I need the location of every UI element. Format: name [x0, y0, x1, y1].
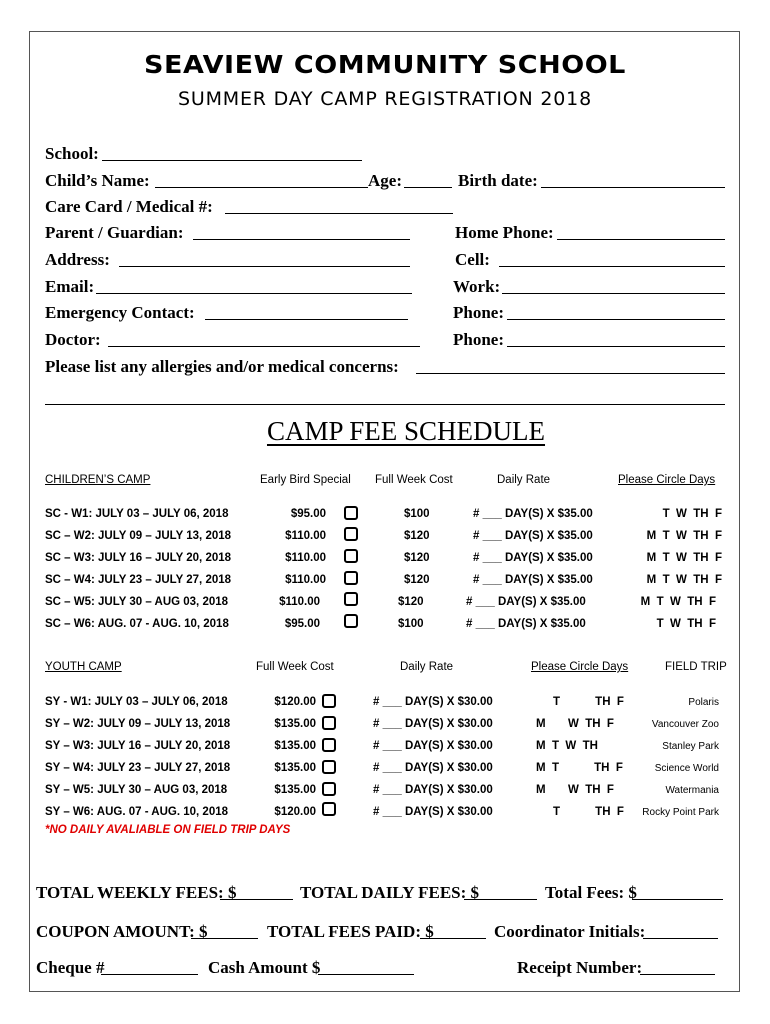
phone-label-1: Phone: [453, 303, 504, 322]
total-weekly-label: TOTAL WEEKLY FEES: $ [36, 883, 237, 902]
field-trip: Rocky Point Park [642, 807, 719, 818]
early-bird-checkbox[interactable] [344, 592, 358, 606]
care-card-label: Care Card / Medical #: [45, 197, 213, 216]
cheque-label: Cheque # [36, 958, 105, 977]
care-card-field[interactable] [225, 213, 453, 214]
full-week-price: $100 [398, 618, 424, 630]
table-row-week: SC - W1: JULY 03 – JULY 06, 2018 [45, 508, 229, 520]
full-week-price: $100 [404, 508, 430, 520]
youth-circle-days-header: Please Circle Days [531, 661, 629, 673]
circle-days[interactable]: M T TH F [536, 762, 623, 774]
allergies-field-line-2[interactable] [45, 404, 725, 405]
address-field[interactable] [119, 266, 410, 267]
full-week-checkbox[interactable] [322, 694, 336, 708]
full-week-header: Full Week Cost [375, 474, 453, 486]
total-fees-label: Total Fees: $ [545, 883, 637, 902]
cash-amount-field[interactable] [318, 974, 414, 975]
table-row-week: SY – W4: JULY 23 – JULY 27, 2018 [45, 762, 231, 774]
phone-label-2: Phone: [453, 330, 504, 349]
table-row-week: SC – W5: JULY 30 – AUG 03, 2018 [45, 596, 229, 608]
doctor-label: Doctor: [45, 330, 101, 349]
birth-date-field[interactable] [541, 187, 725, 188]
daily-rate: # ___ DAY(S) X $35.00 [473, 574, 593, 586]
phone-field-2[interactable] [507, 346, 725, 347]
table-row-week: SY – W3: JULY 16 – JULY 20, 2018 [45, 740, 231, 752]
total-daily-label: TOTAL DAILY FEES: $ [300, 883, 480, 902]
full-week-checkbox[interactable] [322, 716, 336, 730]
cheque-field[interactable] [101, 974, 198, 975]
allergies-field[interactable] [416, 373, 725, 374]
childrens-camp-heading: CHILDREN’S CAMP [45, 474, 151, 486]
youth-full-week-header: Full Week Cost [256, 661, 334, 673]
daily-rate-header: Daily Rate [497, 474, 551, 486]
circle-days[interactable]: M T W TH F [640, 596, 716, 608]
early-bird-price: $110.00 [285, 530, 326, 542]
circle-days[interactable]: M W TH F [536, 784, 614, 796]
daily-rate: # ___ DAY(S) X $35.00 [473, 530, 593, 542]
table-row-week: SC – W6: AUG. 07 - AUG. 10, 2018 [45, 618, 229, 630]
emergency-field[interactable] [205, 319, 408, 320]
doctor-field[interactable] [108, 346, 420, 347]
fees-paid-field[interactable] [420, 938, 486, 939]
field-trip-header: FIELD TRIP [665, 661, 727, 673]
daily-rate: # ___ DAY(S) X $35.00 [473, 552, 593, 564]
phone-field-1[interactable] [507, 319, 725, 320]
early-bird-price: $110.00 [279, 596, 320, 608]
field-trip: Stanley Park [662, 741, 719, 752]
parent-field[interactable] [193, 239, 410, 240]
full-week-price: $120 [404, 552, 430, 564]
circle-days[interactable]: M T W TH F [646, 552, 722, 564]
emergency-label: Emergency Contact: [45, 303, 195, 322]
allergies-label: Please list any allergies and/or medical concerns: [45, 357, 399, 376]
early-bird-checkbox[interactable] [344, 571, 358, 585]
circle-days[interactable]: T TH F [553, 806, 624, 818]
full-week-checkbox[interactable] [322, 760, 336, 774]
receipt-number-field[interactable] [640, 974, 715, 975]
early-bird-price: $95.00 [290, 508, 326, 520]
coordinator-initials-label: Coordinator Initials: [494, 922, 646, 941]
fee-schedule-title: CAMP FEE SCHEDULE [266, 416, 546, 446]
early-bird-checkbox[interactable] [344, 549, 358, 563]
early-bird-checkbox[interactable] [344, 614, 358, 628]
total-daily-field[interactable] [464, 899, 537, 900]
table-row-week: SY – W2: JULY 09 – JULY 13, 2018 [45, 718, 231, 730]
home-phone-field[interactable] [557, 239, 725, 240]
full-week-price: $135.00 [274, 718, 316, 730]
daily-rate: # ___ DAY(S) X $30.00 [373, 696, 493, 708]
circle-days[interactable]: T TH F [553, 696, 624, 708]
early-bird-header: Early Bird Special [260, 474, 351, 486]
age-label: Age: [368, 171, 402, 190]
total-fees-field[interactable] [632, 899, 723, 900]
early-bird-price: $110.00 [285, 552, 326, 564]
coordinator-initials-field[interactable] [643, 938, 718, 939]
circle-days[interactable]: M W TH F [536, 718, 614, 730]
daily-rate: # ___ DAY(S) X $35.00 [473, 508, 593, 520]
fees-paid-label: TOTAL FEES PAID: $ [267, 922, 434, 941]
circle-days[interactable]: M T W TH F [646, 530, 722, 542]
childs-name-label: Child’s Name: [45, 171, 150, 190]
early-bird-price: $110.00 [285, 574, 326, 586]
full-week-price: $120 [404, 574, 430, 586]
cash-amount-label: Cash Amount $ [208, 958, 321, 977]
field-trip: Science World [654, 763, 719, 774]
work-label: Work: [453, 277, 501, 296]
full-week-price: $120.00 [274, 696, 316, 708]
field-trip: Vancouver Zoo [651, 719, 719, 730]
birth-date-label: Birth date: [458, 171, 538, 190]
daily-rate: # ___ DAY(S) X $30.00 [373, 784, 493, 796]
childs-name-field[interactable] [155, 187, 368, 188]
email-label: Email: [45, 277, 95, 296]
early-bird-checkbox[interactable] [344, 527, 358, 541]
school-label: School: [45, 144, 99, 163]
circle-days[interactable]: T W TH F [656, 618, 716, 630]
field-trip-note: *NO DAILY AVALIABLE ON FIELD TRIP DAYS [45, 824, 291, 836]
field-trip: Polaris [688, 697, 719, 708]
daily-rate: # ___ DAY(S) X $35.00 [466, 618, 586, 630]
full-week-price: $135.00 [274, 762, 316, 774]
full-week-checkbox[interactable] [322, 782, 336, 796]
full-week-price: $120 [404, 530, 430, 542]
table-row-week: SY – W6: AUG. 07 - AUG. 10, 2018 [45, 806, 229, 818]
circle-days-header: Please Circle Days [618, 474, 716, 486]
full-week-checkbox[interactable] [322, 738, 336, 752]
table-row-week: SC – W3: JULY 16 – JULY 20, 2018 [45, 552, 232, 564]
daily-rate: # ___ DAY(S) X $30.00 [373, 740, 493, 752]
home-phone-label: Home Phone: [455, 223, 554, 242]
address-label: Address: [45, 250, 110, 269]
early-bird-checkbox[interactable] [344, 506, 358, 520]
daily-rate: # ___ DAY(S) X $30.00 [373, 718, 493, 730]
table-row-week: SY – W5: JULY 30 – AUG 03, 2018 [45, 784, 228, 796]
circle-days[interactable]: T W TH F [662, 508, 722, 520]
daily-rate: # ___ DAY(S) X $30.00 [373, 762, 493, 774]
table-row-week: SC – W4: JULY 23 – JULY 27, 2018 [45, 574, 232, 586]
total-weekly-field[interactable] [220, 899, 293, 900]
full-week-checkbox[interactable] [322, 802, 336, 816]
youth-daily-rate-header: Daily Rate [400, 661, 454, 673]
table-row-week: SY - W1: JULY 03 – JULY 06, 2018 [45, 696, 228, 708]
daily-rate: # ___ DAY(S) X $35.00 [466, 596, 586, 608]
cell-field[interactable] [499, 266, 725, 267]
work-field[interactable] [502, 293, 725, 294]
parent-label: Parent / Guardian: [45, 223, 184, 242]
full-week-price: $120.00 [274, 806, 316, 818]
receipt-number-label: Receipt Number: [517, 958, 643, 977]
page-subtitle: SUMMER DAY CAMP REGISTRATION 2018 [178, 88, 592, 110]
email-field[interactable] [96, 293, 412, 294]
age-field[interactable] [404, 187, 452, 188]
early-bird-price: $95.00 [284, 618, 320, 630]
full-week-price: $120 [398, 596, 424, 608]
circle-days[interactable]: M T W TH F [646, 574, 722, 586]
full-week-price: $135.00 [274, 740, 316, 752]
page-title: SEAVIEW COMMUNITY SCHOOL [144, 50, 626, 79]
circle-days[interactable]: M T W TH [536, 740, 598, 752]
coupon-label: COUPON AMOUNT: $ [36, 922, 208, 941]
cell-label: Cell: [455, 250, 490, 269]
youth-camp-heading: YOUTH CAMP [45, 661, 122, 673]
field-trip: Watermania [665, 785, 719, 796]
daily-rate: # ___ DAY(S) X $30.00 [373, 806, 493, 818]
coupon-field[interactable] [191, 938, 258, 939]
school-field[interactable] [102, 160, 362, 161]
table-row-week: SC – W2: JULY 09 – JULY 13, 2018 [45, 530, 232, 542]
full-week-price: $135.00 [274, 784, 316, 796]
